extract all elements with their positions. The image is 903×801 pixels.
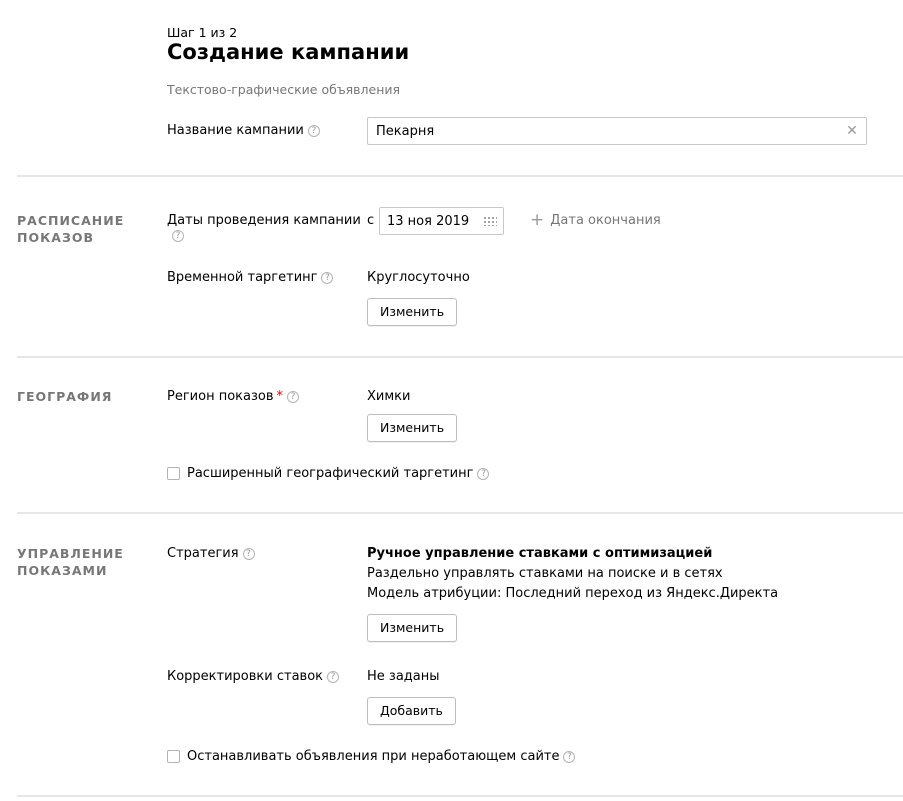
stop-ads-checkbox[interactable]: [167, 750, 180, 763]
time-targeting-label-row: [167, 270, 333, 285]
help-icon[interactable]: ?: [172, 230, 184, 242]
campaign-name-value[interactable]: Пекарня: [376, 124, 435, 139]
help-icon[interactable]: ?: [321, 272, 333, 284]
page-title: Создание кампании: [167, 40, 410, 64]
section-title-line: ПОКАЗОВ: [17, 230, 95, 245]
campaign-name-label: Название кампании: [167, 123, 304, 138]
extended-geo-label[interactable]: Расширенный географический таргетинг: [187, 466, 474, 481]
section-title-line: ПОКАЗАМИ: [17, 563, 108, 578]
section-divider: [17, 175, 903, 177]
time-targeting-label: Временной таргетинг: [167, 270, 318, 285]
section-divider: [17, 795, 903, 797]
page-subtitle: Текстово-графические объявления: [167, 82, 401, 97]
start-date-value[interactable]: 13 ноя 2019: [387, 214, 470, 229]
dates-label: Даты проведения кампании: [167, 213, 361, 228]
step-indicator: Шаг 1 из 2: [167, 25, 238, 40]
strategy-title: Ручное управление ставками с оптимизацией: [367, 546, 713, 561]
help-icon[interactable]: ?: [327, 671, 339, 683]
section-title-line: УПРАВЛЕНИЕ: [17, 546, 124, 561]
add-end-date-link[interactable]: [530, 210, 661, 230]
section-title-line: РАСПИСАНИЕ: [17, 213, 125, 228]
start-date-input[interactable]: [379, 207, 504, 235]
strategy-label-row: [167, 546, 255, 561]
stop-ads-label[interactable]: Останавливать объявления при неработающем сайте: [187, 749, 560, 764]
calendar-icon[interactable]: [483, 216, 497, 226]
date-from-prefix: с: [367, 213, 375, 228]
extended-geo-checkbox-row[interactable]: [167, 466, 489, 481]
section-divider: [17, 356, 903, 358]
help-icon[interactable]: ?: [243, 548, 255, 560]
add-bid-adjustment-button[interactable]: Добавить: [367, 697, 456, 725]
stop-ads-checkbox-row[interactable]: [167, 749, 575, 764]
section-divider: [17, 512, 903, 514]
attribution-model: Модель атрибуции: Последний переход из Яндекс.Директа: [367, 586, 779, 601]
section-title-geography: ГЕОГРАФИЯ: [17, 389, 113, 404]
bid-adjustments-value: Не заданы: [367, 669, 440, 684]
section-title-display-control: [17, 545, 124, 579]
change-time-targeting-button[interactable]: Изменить: [367, 298, 457, 326]
campaign-name-label-row: [167, 123, 320, 138]
section-title-schedule: [17, 212, 124, 246]
add-end-date-label: Дата окончания: [550, 213, 661, 228]
strategy-description: Раздельно управлять ставками на поиске и в сетях: [367, 566, 723, 581]
region-label-row: [167, 389, 299, 404]
help-icon[interactable]: ?: [308, 125, 320, 137]
help-icon[interactable]: ?: [287, 391, 299, 403]
region-label: Регион показов: [167, 389, 274, 404]
required-mark: *: [276, 389, 284, 404]
change-strategy-button[interactable]: Изменить: [367, 614, 457, 642]
strategy-label: Стратегия: [167, 546, 239, 561]
help-icon[interactable]: ?: [563, 751, 575, 763]
plus-icon: +: [530, 210, 545, 230]
dates-label-row: [167, 213, 361, 243]
bid-adjustments-label: Корректировки ставок: [167, 669, 324, 684]
bid-adjustments-label-row: [167, 669, 339, 684]
close-icon[interactable]: ✕: [846, 123, 858, 139]
extended-geo-checkbox[interactable]: [167, 467, 180, 480]
change-region-button[interactable]: Изменить: [367, 414, 457, 442]
help-icon[interactable]: ?: [477, 468, 489, 480]
region-value: Химки: [367, 389, 411, 404]
campaign-name-input[interactable]: [367, 117, 867, 145]
time-targeting-value: Круглосуточно: [367, 270, 470, 285]
